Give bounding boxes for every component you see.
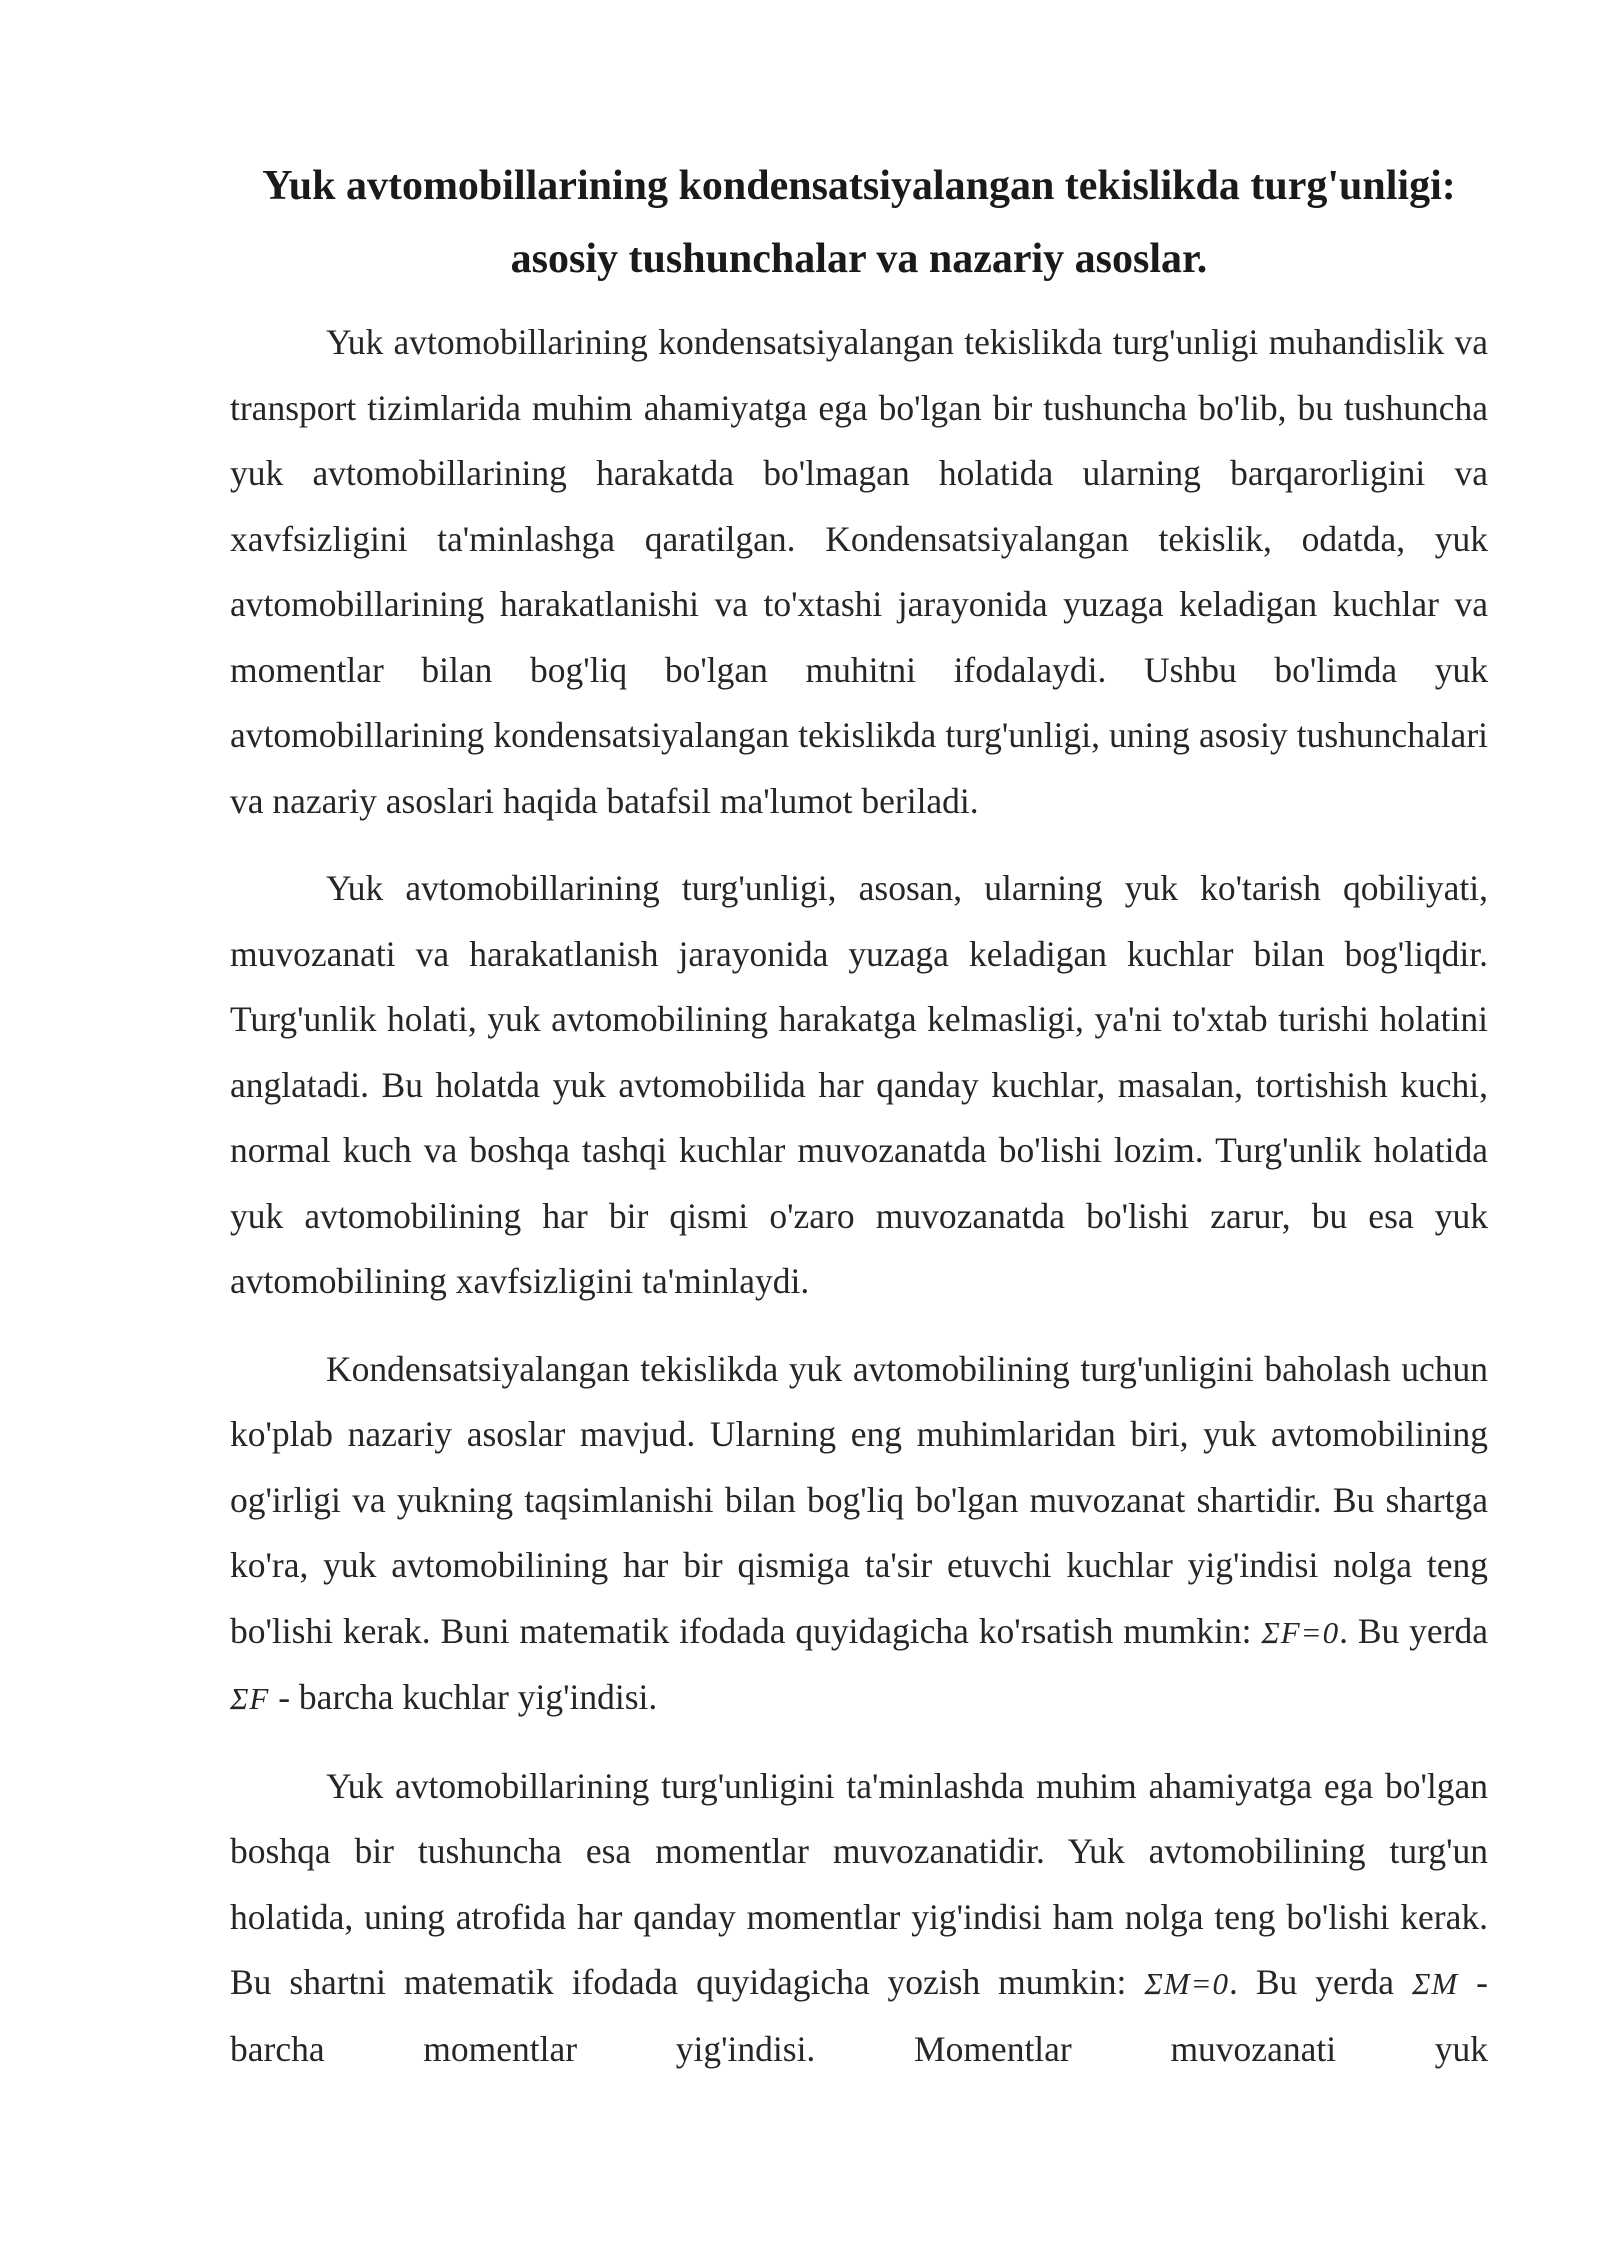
equation-sum-forces: ΣF=0 xyxy=(1261,1614,1340,1650)
paragraph-1: Yuk avtomobillarining kondensatsiyalangan tekislikda turg'unligi muhandislik va transport tizimlarida muhim ahamiyatga ega bo'lgan bir tushuncha bo'lib, bu tushuncha yuk avtomobillarining harakatda bo'lmagan holatida ularning barqarorligini va xavfsizligini ta'minlashga qaratilgan. Kondensatsiyalangan tekislik, odatda, yuk avtomobillarining harakatlanishi va to'xtashi jarayonida yuzaga keladigan kuchlar va momentlar bilan bog'liq bo'lgan muhitni ifodalaydi. Ushbu bo'limda yuk avtomobillarining kondensatsiyalangan tekislikda turg'unligi, uning asosiy tushunchalari va nazariy asoslari haqida batafsil ma'lumot beriladi. xyxy=(230,322,1488,821)
paragraph-3-mid: . Bu yerda xyxy=(1339,1610,1488,1651)
symbol-sum-moments: ΣM xyxy=(1411,1966,1459,2001)
symbol-sum-forces: ΣF xyxy=(230,1681,270,1716)
paragraph-4-text: Yuk avtomobillarining turg'unligini ta'minlashda muhim ahamiyatga ega bo'lgan boshqa bir tushuncha esa momentlar muvozanatidir. Yuk avtomobilining turg'un holatida, uning atrofida har qanday momentlar yig'indisi ham nolga teng bo'lishi kerak. Bu shartni matematik ifodada quyidagicha yozish mumkin: xyxy=(230,1765,1488,2002)
paragraph-3 xyxy=(230,1337,1488,1732)
equation-sum-moments: ΣM=0 xyxy=(1144,1966,1229,2001)
title-line-1: Yuk avtomobillarining kondensatsiyalangan tekislikda turg'unligi: xyxy=(262,163,1456,209)
paragraph-4-mid: . Bu yerda xyxy=(1229,1962,1412,2002)
document-title xyxy=(230,150,1488,296)
paragraph-3-text: Kondensatsiyalangan tekislikda yuk avtomobilining turg'unligini baholash uchun ko'plab nazariy asoslar mavjud. Ularning eng muhimlaridan biri, yuk avtomobilining og'irligi va yukning taqsimlanishi bilan bog'liq bo'lgan muvozanat shartidir. Bu shartga ko'ra, yuk avtomobilining har bir qismiga ta'sir etuvchi kuchlar yig'indisi nolga teng bo'lishi kerak. Buni matematik ifodada quyidagicha ko'rsatish mumkin: xyxy=(230,1348,1488,1651)
paragraph-3-end: - barcha kuchlar yig'indisi. xyxy=(269,1677,658,1717)
paragraph-4-end: - barcha momentlar yig'indisi. Momentlar muvozanati yuk xyxy=(230,1962,1489,2069)
paragraph-2: Yuk avtomobillarining turg'unligi, asosan, ularning yuk ko'tarish qobiliyati, muvozanati va harakatlanish jarayonida yuzaga keladigan kuchlar bilan bog'liqdir. Turg'unlik holati, yuk avtomobilining harakatga kelmasligi, ya'ni to'xtab turishi holatini anglatadi. Bu holatda yuk avtomobilida har qanday kuchlar, masalan, tortishish kuchi, normal kuch va boshqa tashqi kuchlar muvozanatda bo'lishi lozim. Turg'unlik holatida yuk avtomobilining har bir qismi o'zaro muvozanatda bo'lishi zarur, bu esa yuk avtomobilining xavfsizligini ta'minlaydi. xyxy=(230,868,1488,1301)
paragraph-4 xyxy=(230,1754,1488,2083)
title-line-2: asosiy tushunchalar va nazariy asoslar. xyxy=(510,236,1208,282)
document-page xyxy=(230,150,1488,2082)
